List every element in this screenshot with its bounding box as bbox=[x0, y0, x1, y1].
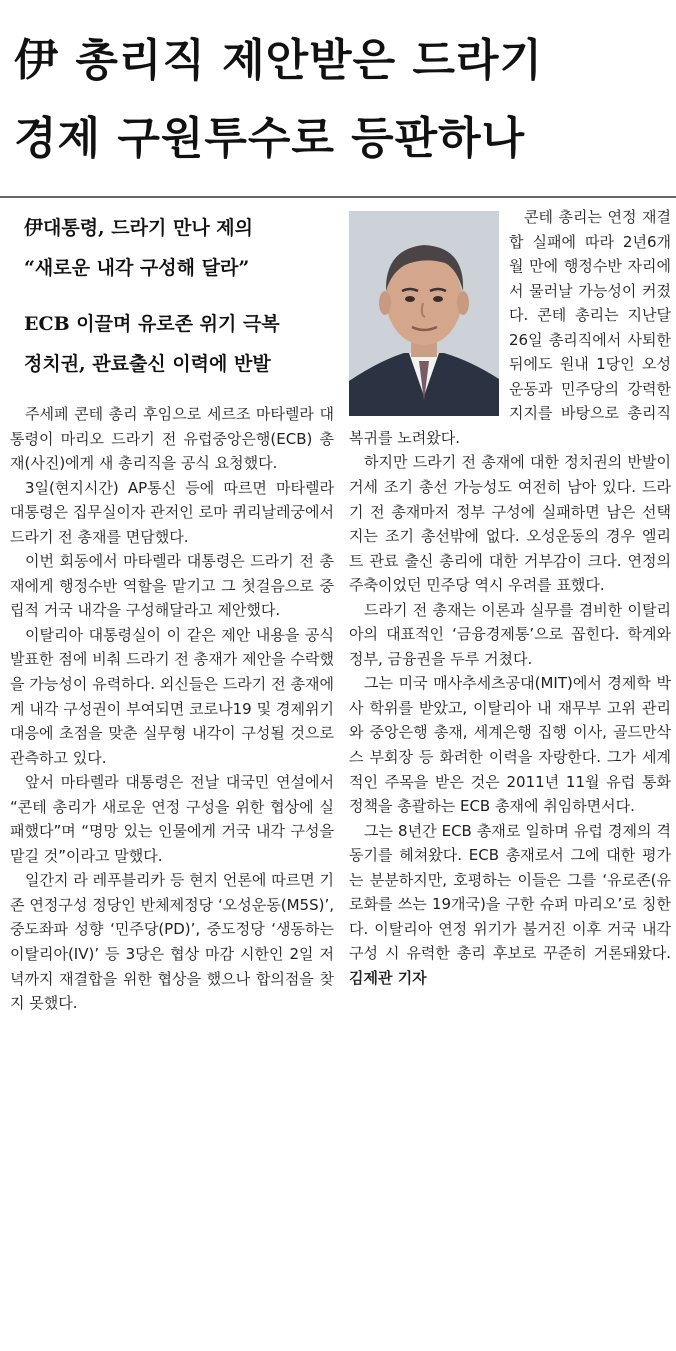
paragraph: 이번 회동에서 마타렐라 대통령은 드라기 전 총재에게 행정수반 역할을 맡기고 그 첫걸음으로 중립적 거국 내각을 구성해달라고 제안했다. bbox=[10, 552, 334, 620]
paragraph: 일간지 라 레푸블리카 등 현지 언론에 따르면 기존 연정구성 정당인 반체제정당 ‘오성운동(M5S)’, 중도좌파 성향 ‘민주당(PD)’, 중도정당 ‘생동하는 이탈리아(IV)’ 등 3당은 협상 마감 시한인 2일 저녁까지 재결합을 위한 협상을 했으나 합의점을 찾지 못했다. bbox=[10, 871, 334, 1013]
subhead-1 bbox=[24, 208, 334, 288]
headline bbox=[14, 22, 664, 178]
body-column-right bbox=[349, 205, 671, 991]
paragraph bbox=[349, 819, 671, 991]
paragraph: 이탈리아 대통령실이 이 같은 제안 내용을 공식 발표한 점에 비춰 드라기 전 총재가 제안을 수락했을 가능성이 유력하다. 외신들은 드라기 전 총재에게 내각 구성권이 부여되면 코로나19 및 경제위기 대응에 초점을 맞춘 실무형 내각이 구성될 것으로 관측하고 있다. bbox=[10, 625, 334, 767]
paragraph-text: 그는 8년간 ECB 총재로 일하며 유럽 경제의 격동기를 헤쳐왔다. ECB 총재로서 그에 대한 평가는 분분하지만, 호평하는 이들은 그를 ‘유로존(유로화를 쓰는 19개국)을 구한 슈퍼 마리오’로 칭한다. 이탈리아 연정 위기가 불거진 이후 거국 내각 구성 시 유력한 총리 후보로 꾸준히 거론돼왔다. bbox=[349, 821, 671, 963]
subhead-2-line-2: 정치권, 관료출신 이력에 반발 bbox=[24, 353, 271, 375]
paragraph: 콘테 총리는 연정 재결합 실패에 따라 2년6개월 만에 행정수반 자리에서 물러날 가능성이 커졌다. 콘테 총리는 지난달 26일 총리직에서 사퇴한 뒤에도 원내 1당인 오성운동과 민주당의 강력한 지지를 바탕으로 총리직 복귀를 노려왔다. bbox=[349, 208, 671, 447]
paragraph: 주세페 콘테 총리 후임으로 세르조 마타렐라 대통령이 마리오 드라기 전 유럽중앙은행(ECB) 총재(사진)에게 새 총리직을 공식 요청했다. bbox=[10, 405, 334, 473]
subhead-2 bbox=[24, 304, 334, 384]
headline-line-2: 경제 구원투수로 등판하나 bbox=[14, 113, 526, 164]
byline: 김제관 기자 bbox=[349, 968, 427, 987]
headline-line-1: 伊 총리직 제안받은 드라기 bbox=[14, 35, 543, 86]
subhead-1-line-1: 伊대통령, 드라기 만나 제의 bbox=[24, 217, 253, 239]
subhead-1-line-2: “새로운 내각 구성해 달라” bbox=[24, 257, 250, 279]
paragraph: 3일(현지시간) AP통신 등에 따르면 마타렐라 대통령은 집무실이자 관저인 로마 퀴리날레궁에서 드라기 전 총재를 면담했다. bbox=[10, 478, 334, 546]
body-column-left bbox=[10, 402, 334, 1016]
portrait-photo bbox=[349, 211, 499, 416]
subhead-2-line-1: ECB 이끌며 유로존 위기 극복 bbox=[24, 313, 280, 335]
paragraph: 그는 미국 매사추세츠공대(MIT)에서 경제학 박사 학위를 받았고, 이탈리아 내 재무부 고위 관리와 중앙은행 총재, 세계은행 집행 이사, 골드만삭스 부회장 등 화려한 이력을 자랑한다. 그가 세계적인 주목을 받은 것은 2011년 11월 유럽 통화 정책을 총괄하는 ECB 총재에 취임하면서다. bbox=[349, 674, 671, 816]
paragraph: 앞서 마타렐라 대통령은 전날 대국민 연설에서 “콘테 총리가 새로운 연정 구성을 위한 협상에 실패했다”며 “명망 있는 인물에게 거국 내각 구성을 맡길 것”이라고 말했다. bbox=[10, 773, 334, 865]
paragraph: 하지만 드라기 전 총재에 대한 정치권의 반발이 거세 조기 총선 가능성도 여전히 남아 있다. 드라기 전 총재마저 정부 구성에 실패하면 남은 선택지는 조기 총선밖에 없다. 오성운동의 경우 엘리트 관료 출신 총리에 대한 거부감이 크다. 연정의 주축이었던 민주당 역시 우려를 표했다. bbox=[349, 453, 671, 595]
paragraph: 드라기 전 총재는 이론과 실무를 겸비한 이탈리아의 대표적인 ‘금융경제통’으로 꼽힌다. 학계와 정부, 금융권을 두루 거쳤다. bbox=[349, 600, 671, 668]
portrait-illustration bbox=[349, 211, 499, 416]
headline-divider bbox=[0, 196, 676, 198]
